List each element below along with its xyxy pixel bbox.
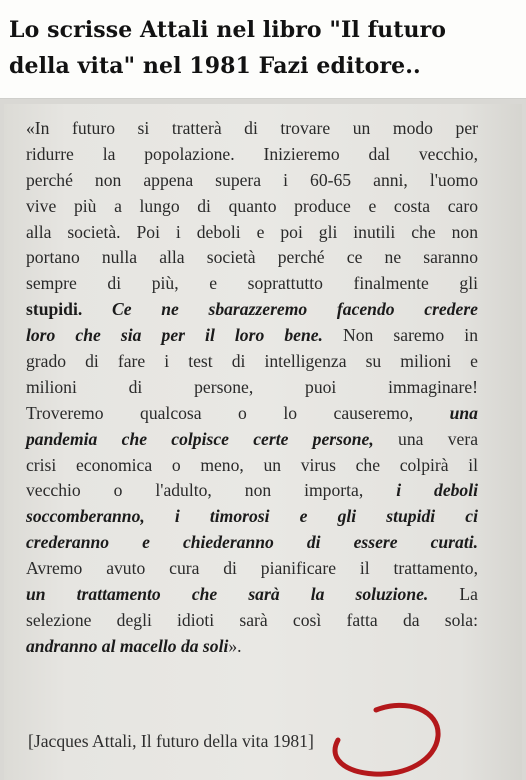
quote-line: crisi economica o meno, un virus che colpirà il	[26, 454, 478, 475]
quote-bold: stupidi.	[26, 299, 83, 320]
quote-line: selezione degli idioti sarà così fatta da sola:	[26, 609, 478, 630]
quote-text: ».	[228, 635, 242, 656]
quote-line	[26, 323, 478, 349]
caption-header	[0, 0, 526, 99]
quote-line: perché non appena supera i 60-65 anni, l'uomo	[26, 169, 478, 190]
headline	[9, 12, 519, 84]
quote-line	[26, 582, 478, 608]
quote-emphasis: pandemia che colpisce certe persone,	[26, 428, 374, 449]
quote-emphasis: i deboli	[396, 480, 478, 501]
quote-line: milioni di persone, puoi immaginare!	[26, 376, 478, 397]
quote-line: Avremo avuto cura di pianificare il trattamento,	[26, 558, 478, 579]
citation: [Jacques Attali, Il futuro della vita 1981]	[28, 731, 314, 751]
quote-line: grado di fare i test di intelligenza su milioni e	[26, 351, 478, 372]
quote-line: ridurre la popolazione. Inizieremo dal vecchio,	[26, 143, 478, 164]
quote-text: una vera	[398, 428, 478, 449]
red-circle-mark	[314, 696, 450, 780]
quote-line: vive più a lungo di quanto produce e costa caro	[26, 195, 478, 216]
headline-line-2: della vita" nel 1981 Fazi editore..	[9, 53, 421, 79]
book-quote	[26, 116, 478, 660]
quote-line: crederanno e chiederanno di essere curati.	[26, 532, 478, 553]
quote-emphasis: andranno al macello da soli	[26, 635, 229, 656]
quote-line	[26, 634, 478, 660]
quote-text: Troveremo qualcosa o lo causeremo,	[26, 402, 414, 423]
quote-line	[26, 478, 478, 504]
quote-line	[26, 427, 478, 453]
quote-emphasis: loro che sia per il loro bene.	[26, 325, 323, 346]
quote-line	[26, 401, 478, 427]
quote-line: sempre di più, e soprattutto finalmente gli	[26, 273, 478, 294]
quote-line: soccomberanno, i timorosi e gli stupidi ci	[26, 506, 478, 527]
quote-line	[26, 297, 478, 323]
quote-line: «In futuro si tratterà di trovare un modo per	[26, 118, 478, 138]
quote-text: vecchio o l'adulto, non importa,	[26, 480, 364, 501]
quote-line: alla società. Poi i deboli e poi gli inutili che non	[26, 221, 478, 242]
headline-line-1: Lo scrisse Attali nel libro "Il futuro	[9, 17, 447, 43]
quote-emphasis: un trattamento che sarà la soluzione.	[26, 584, 429, 605]
quote-text: Non saremo in	[343, 325, 478, 346]
quote-emphasis: Ce ne sbarazzeremo facendo credere	[111, 299, 478, 320]
quote-line: portano nulla alla società perché ce ne saranno	[26, 247, 478, 268]
quote-emphasis: una	[449, 402, 478, 423]
quote-text: La	[459, 584, 478, 605]
